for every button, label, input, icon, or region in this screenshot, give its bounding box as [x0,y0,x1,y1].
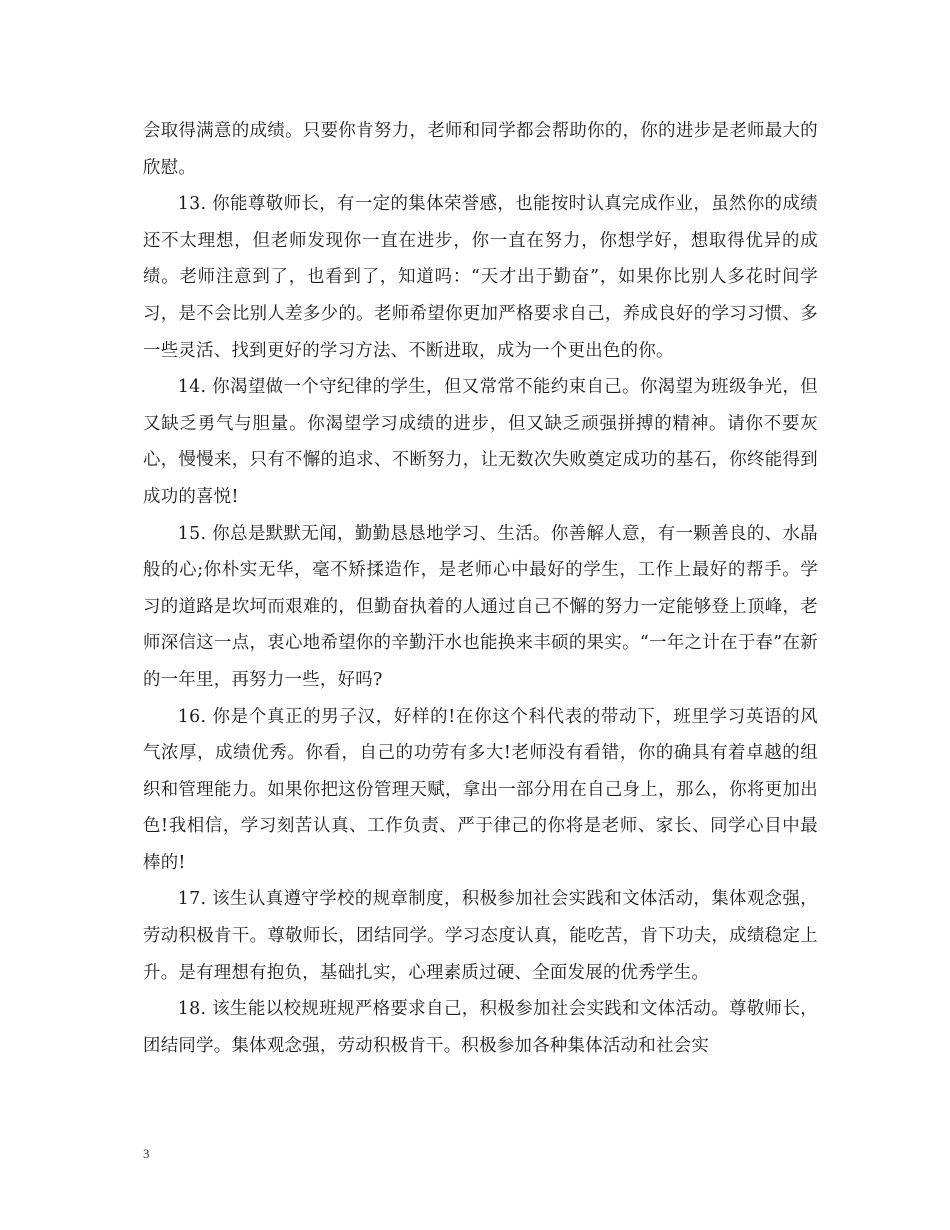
paragraph-item-13: 13. 你能尊敬师长，有一定的集体荣誉感，也能按时认真完成作业，虽然你的成绩还不太理想，但老师发现你一直在进步，你一直在努力，你想学好，想取得优异的成绩。老师注意到了，也看到了，知道吗：“天才出于勤奋”，如果你比别人多花时间学习，是不会比别人差多少的。老师希望你更加严格要求自己，养成良好的学习习惯、多一些灵活、找到更好的学习方法、不断进取，成为一个更出色的你。 [143,194,818,361]
paragraph-item-17: 17. 该生认真遵守学校的规章制度，积极参加社会实践和文体活动，集体观念强，劳动积极肯干。尊敬师长，团结同学。学习态度认真，能吃苦，肯下功夫，成绩稳定上升。是有理想有抱负，基础扎实，心理素质过硬、全面发展的优秀学生。 [143,889,818,983]
paragraph-item-14: 14. 你渴望做一个守纪律的学生，但又常常不能约束自己。你渴望为班级争光，但又缺乏勇气与胆量。你渴望学习成绩的进步，但又缺乏顽强拼搏的精神。请你不要灰心，慢慢来，只有不懈的追求、不断努力，让无数次失败奠定成功的基石，你终能得到成功的喜悦! [143,377,818,507]
body-text [143,113,818,1064]
paragraph-continuation: 会取得满意的成绩。只要你肯努力，老师和同学都会帮助你的，你的进步是老师最大的欣慰。 [143,121,818,178]
page-number: 3 [143,1146,150,1161]
paragraph-item-18: 18. 该生能以校规班规严格要求自己，积极参加社会实践和文体活动。尊敬师长，团结同学。集体观念强，劳动积极肯干。积极参加各种集体活动和社会实 [143,999,818,1056]
paragraph-item-16: 16. 你是个真正的男子汉，好样的!在你这个科代表的带动下，班里学习英语的风气浓厚，成绩优秀。你看，自己的功劳有多大!老师没有看错，你的确具有着卓越的组织和管理能力。如果你把这份管理天赋，拿出一部分用在自己身上，那么，你将更加出色!我相信，学习刻苦认真、工作负责、严于律己的你将是老师、家长、同学心目中最棒的! [143,706,818,873]
paragraph-item-15: 15. 你总是默默无闻，勤勤恳恳地学习、生活。你善解人意，有一颗善良的、水晶般的心;你朴实无华，毫不矫揉造作，是老师心中最好的学生，工作上最好的帮手。学习的道路是坎坷而艰难的，但勤奋执着的人通过自己不懈的努力一定能够登上顶峰，老师深信这一点，衷心地希望你的辛勤汗水也能换来丰硕的果实。“一年之计在于春”在新的一年里，再努力一些，好吗? [143,523,818,690]
